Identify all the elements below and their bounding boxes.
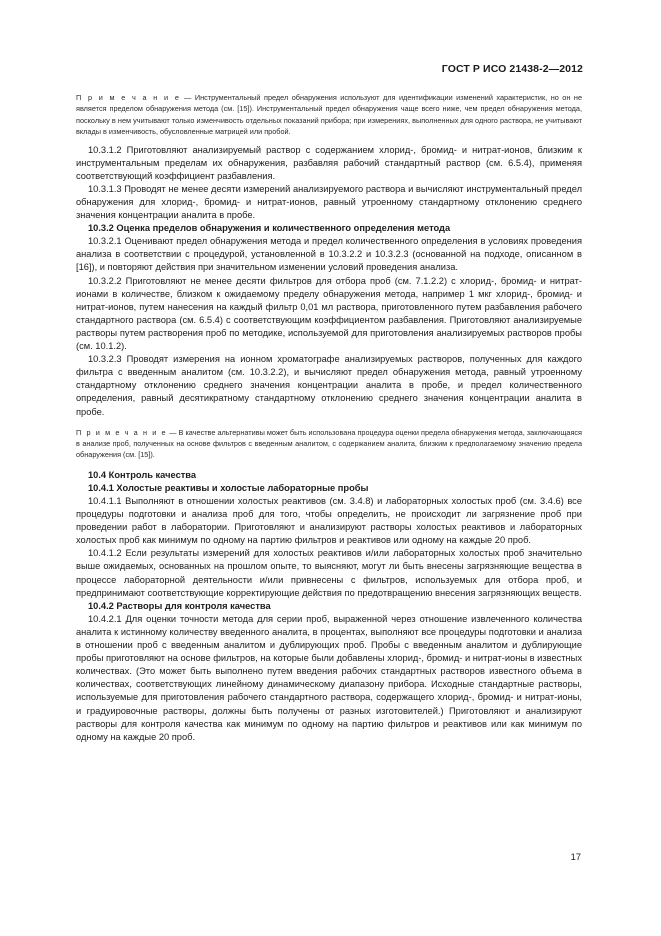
paragraph-10-3-2-1: 10.3.2.1 Оценивают предел обнаружения метода и предел количественного определения в условиях проведения анализа в соответствии с процедурой, установленной в 10.3.2.2 и 10.3.2.3 (основанной на подходе, описанном в [16]), и повторяют действия при значительном изменении условий проведения анализа. [76,236,582,273]
heading-10-4: 10.4 Контроль качества [88,469,197,480]
heading-10-3-2: 10.3.2 Оценка пределов обнаружения и количественного определения метода [88,223,451,234]
paragraph-10-4-2-1: 10.4.2.1 Для оценки точности метода для серии проб, выраженной через отношение извлеченного количества аналита к истинному количеству введенного аналита, в процентах, выполняют все процедуры подготовки и анализа в отношении проб с введенным аналитом и дублирующих проб. Пробы с введенным аналитом и дублирующие пробы приготовляют на основе фильтров, на которые были добавлены хлорид-, бромид- и нитрат-ионы в известных количествах. (Это может быть выполнено путем введения рабочих стандартных растворов известного объема в количествах, соответствующих линейному динамическому диапазону прибора. Исходные стандартные растворы, используемые для приготовления рабочего стандартного раствора, содержащего хлорид-, бромид- и нитрат-ионы, и градуировочные растворы, должны быть получены от разных изготовителей.) Приготовляют и анализируют растворы для контроля качества как минимум по одному на партию фильтров и реактивов или как минимум по одному на каждые 20 проб. [76,613,582,742]
note-text: — Инструментальный предел обнаружения используют для идентификации изменений характеристик, но он не является пределом обнаружения метода (см. [15]). Инструментальный предел обнаружения чаще всего ниже, чем предел обнаружения метода, поскольку в нем учитывают только изменчивость отдельных показаний прибора; при измерениях, выполненных для одного раствора, не учитывают вклады в изменчивость, обусловленные матрицей или пробой. [76,93,582,137]
standard-header: ГОСТ Р ИСО 21438-2—2012 [441,63,583,75]
document-body [76,92,582,744]
paragraph-10-4-1-1: 10.4.1.1 Выполняют в отношении холостых реактивов (см. 3.4.8) и лабораторных холостых проб (см. 3.4.6) все процедуры подготовки и анализа проб для того, чтобы определить, не происходит ли загрязнение проб при проведении работ в лаборатории. Приготовляют и анализируют растворы холостых реактивов и лабораторных холостых проб как минимум по одному на партию фильтров и реактивов или одному на каждые 20 проб. [76,496,582,546]
paragraph-10-3-2-3: 10.3.2.3 Проводят измерения на ионном хроматографе анализируемых растворов, полученных для каждого фильтра с введенным аналитом (см. 10.3.2.2), и вычисляют предел обнаружения метода, равный утроенному стандартному отклонению среднего значения концентрации аналита в пробе, и предел количественного определения, равный десятикратному стандартному отклонению среднего значения концентрации аналита в пробе. [76,354,582,417]
note-alternative-procedure [76,427,582,461]
note-label: П р и м е ч а н и е [76,427,168,437]
paragraph-10-3-1-3: 10.3.1.3 Проводят не менее десяти измерений анализируемого раствора и вычисляют инструментальный предел обнаружения для хлорид-, бромид- и нитрат-ионов, равный утроенному стандартному отклонению среднего значения концентрации аналита в пробе. [76,183,582,221]
page-number: 17 [570,852,581,862]
note-text: — В качестве альтернативы может быть использована процедура оценки предела обнаружения метода, заключающаяся в анализе проб, полученных на основе фильтров с введенным аналитом, с содержанием аналита, близким к предполагаемому значению предела обнаружения (см. [15]). [76,427,582,460]
paragraph-10-4-1-2: 10.4.1.2 Если результаты измерений для холостых реактивов и/или лабораторных холостых проб значительно выше ожидаемых, основанных на прошлом опыте, то выясняют, могут ли быть внесены загрязняющие вещества в процессе лабораторной деятельности и/или привнесены с фильтров, используемых для отбора проб, и предпринимают соответствующие корректирующие действия по предотвращению внесения загрязняющих веществ. [76,548,582,598]
note-instrumental-limit [76,92,582,138]
heading-10-4-1: 10.4.1 Холостые реактивы и холостые лабораторные пробы [88,482,369,493]
heading-10-4-2: 10.4.2 Растворы для контроля качества [88,600,271,611]
paragraph-10-3-2-2: 10.3.2.2 Приготовляют не менее десяти фильтров для отбора проб (см. 7.1.2.2) с хлорид-, бромид- и нитрат-ионами в количестве, близком к ожидаемому пределу обнаружения метода, например 1 мкг хлорид-, бромид- и нитрат-ионов, путем нанесения на каждый фильтр 0,01 мл раствора, приготовленного путем разбавления рабочего стандартного раствора (см. 6.5.4) с соответствующим коэффициентом разбавления. Приготовляют анализируемые растворы путем растворения проб по методике, используемой для приготовления анализируемых растворов пробы (см. 10.1.2). [76,275,582,352]
note-label: П р и м е ч а н и е [76,93,181,102]
paragraph-10-3-1-2: 10.3.1.2 Приготовляют анализируемый раствор с содержанием хлорид-, бромид- и нитрат-ионов, близким к инструментальным пределам их обнаружения, разбавляя рабочий стандартный раствор (см. 6.5.4), применяя соответствующий коэффициент разбавления. [76,144,582,181]
